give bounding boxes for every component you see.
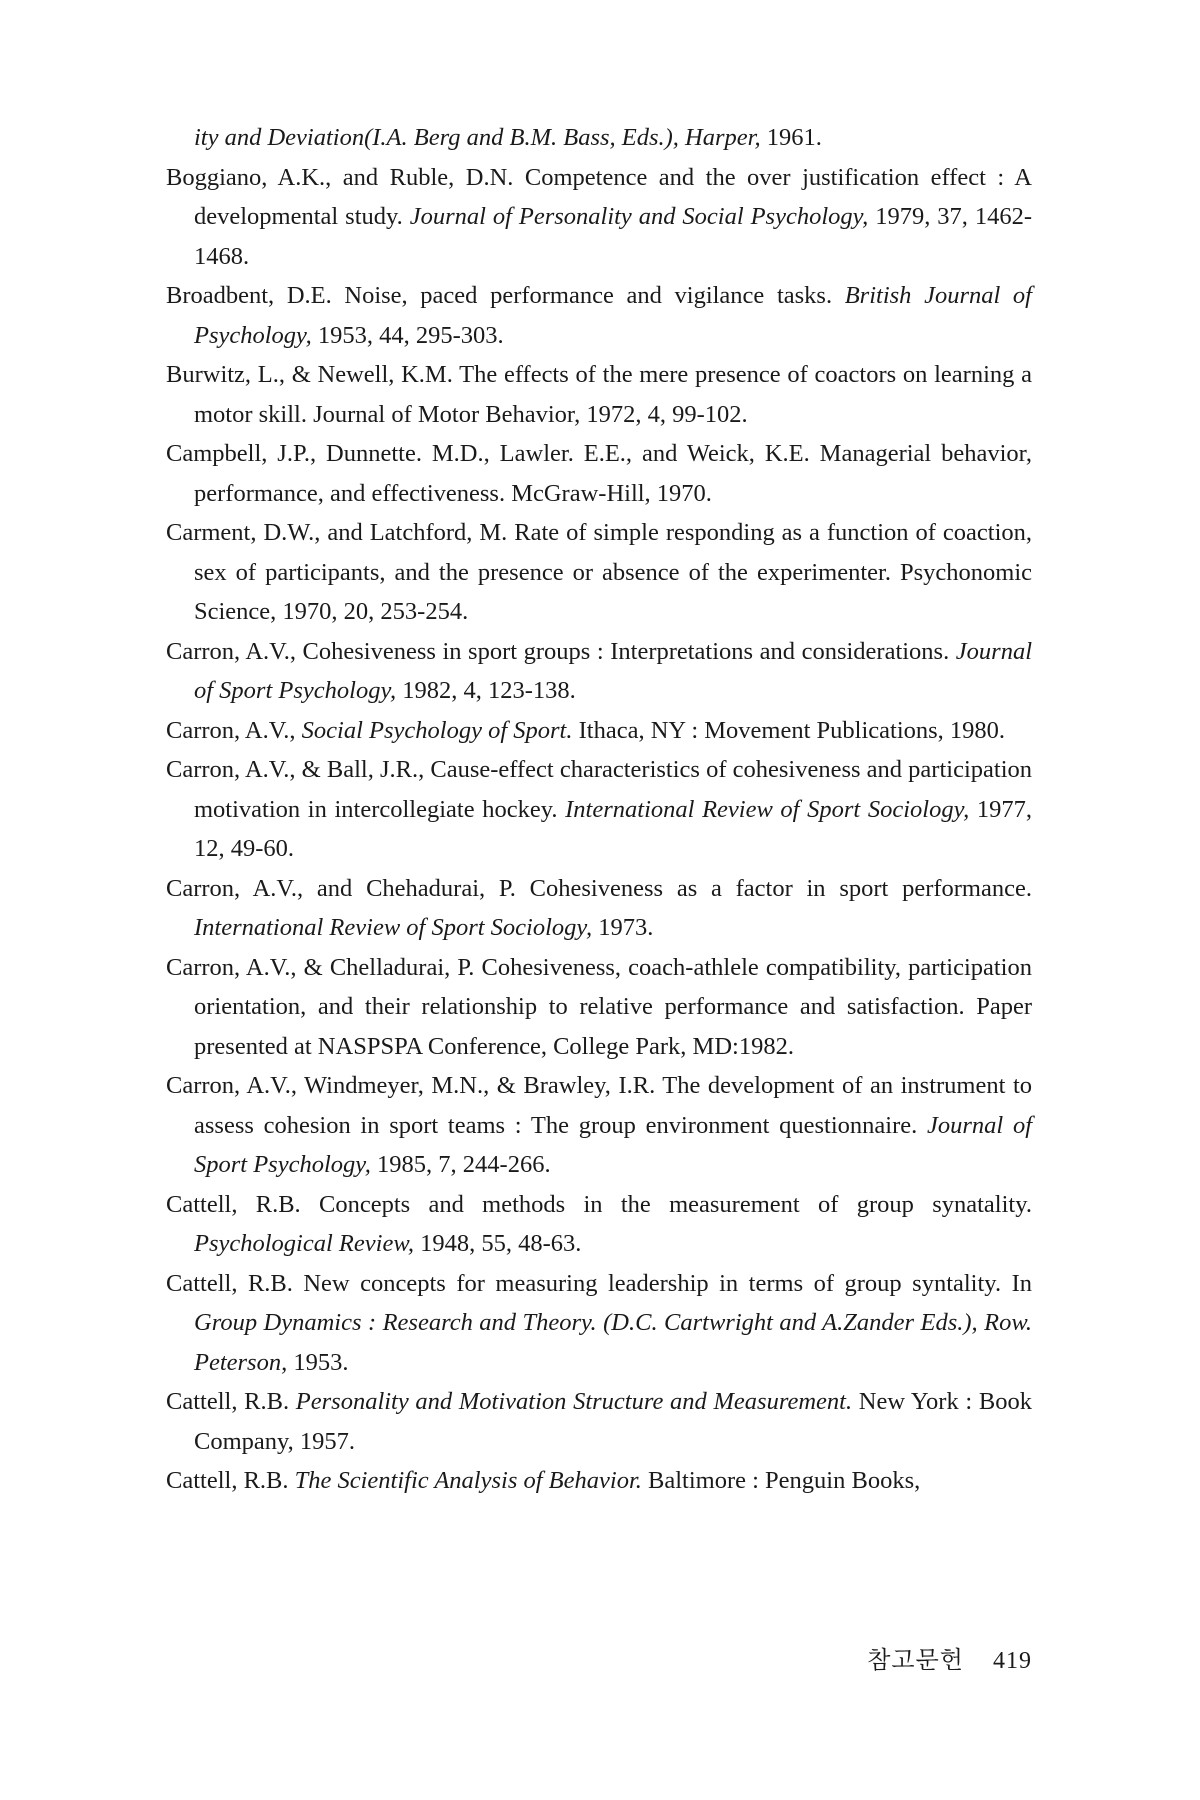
reference-text: 1948, 55, 48-63. bbox=[413, 1230, 582, 1257]
reference-text: Carron, A.V., bbox=[166, 716, 302, 744]
reference-text: Carron, A.V., & Ball, J.R., Cause-effect characteristics of cohesiveness and participation motivation in intercollegiate hockey. bbox=[166, 756, 1032, 823]
reference-text: Carron, A.V., and Chehadurai, P. Cohesiveness as a factor in sport performance. bbox=[166, 874, 1032, 902]
reference-text: 1977, 12, 49-60. bbox=[194, 795, 1032, 862]
reference-text: Carron, A.V., & Chelladurai, P. Cohesiveness, coach-athlele compatibility, participation orientation, and their relationship to relative performance and satisfaction. Paper presented at NASPSPA Conference, College Park, MD:1982. bbox=[166, 953, 1032, 1060]
reference-text: 1953, 44, 295-303. bbox=[311, 321, 504, 349]
reference-entry bbox=[166, 513, 1032, 632]
reference-entry bbox=[166, 948, 1032, 1067]
reference-text: Baltimore : Penguin Books, bbox=[641, 1467, 921, 1494]
page-footer bbox=[867, 1640, 1032, 1675]
reference-entry bbox=[166, 632, 1032, 711]
reference-text: 1985, 7, 244-266. bbox=[370, 1151, 551, 1178]
reference-entry bbox=[166, 869, 1032, 948]
reference-italic-text: Psychological Review, bbox=[194, 1230, 414, 1257]
reference-entry bbox=[166, 1066, 1032, 1185]
reference-text: Carment, D.W., and Latchford, M. Rate of simple responding as a function of coaction, sex of participants, and the presence or absence of the experimenter. Psychonomic Science, 1970, 20, 253-254. bbox=[166, 519, 1032, 625]
reference-text: Campbell, J.P., Dunnette. M.D., Lawler. E.E., and Weick, K.E. Managerial behavior, performance, and effectiveness. McGraw-Hill, 1970. bbox=[166, 440, 1032, 507]
reference-entry bbox=[166, 276, 1032, 355]
reference-italic-text: Social Psychology of Sport. bbox=[301, 716, 573, 744]
reference-text: 1953. bbox=[287, 1348, 349, 1376]
reference-italic-text: Group Dynamics : Research and Theory. (D.C. Cartwright and A.Zander Eds.), Row. Peterson, bbox=[194, 1309, 1032, 1376]
reference-text: Carron, A.V., Cohesiveness in sport groups : Interpretations and considerations. bbox=[166, 637, 956, 665]
reference-text: Ithaca, NY : Movement Publications, 1980. bbox=[572, 716, 1006, 744]
reference-italic-text: International Review of Sport Sociology, bbox=[194, 914, 593, 941]
reference-entry bbox=[166, 711, 1032, 751]
reference-text: 1961. bbox=[760, 124, 822, 151]
reference-italic-text: ity and Deviation(I.A. Berg and B.M. Bass, Eds.), Harper, bbox=[194, 124, 761, 151]
reference-entry bbox=[166, 355, 1032, 434]
reference-italic-text: Personality and Motivation Structure and Measurement. bbox=[295, 1388, 853, 1415]
reference-text: 1979, 37, 1462-1468. bbox=[194, 203, 1032, 270]
reference-text: Cattell, R.B. bbox=[166, 1388, 296, 1415]
reference-text: Cattell, R.B. New concepts for measuring leadership in terms of group syntality. In bbox=[166, 1269, 1032, 1297]
reference-text: Burwitz, L., & Newell, K.M. The effects of the mere presence of coactors on learning a motor skill. Journal of Motor Behavior, 1972, 4, 99-102. bbox=[166, 361, 1032, 428]
page-number: 419 bbox=[993, 1648, 1032, 1674]
reference-text: Broadbent, D.E. Noise, paced performance and vigilance tasks. bbox=[166, 282, 845, 309]
reference-entry bbox=[166, 1461, 1032, 1501]
reference-list bbox=[166, 118, 1032, 1501]
reference-italic-text: International Review of Sport Sociology, bbox=[565, 795, 970, 823]
reference-text: 1982, 4, 123-138. bbox=[396, 677, 576, 704]
footer-section-title: 참고문헌 bbox=[867, 1646, 964, 1674]
reference-text: Cattell, R.B. Concepts and methods in the measurement of group synatality. bbox=[166, 1190, 1032, 1218]
reference-text: 1973. bbox=[592, 914, 654, 941]
reference-entry bbox=[166, 750, 1032, 869]
reference-entry bbox=[166, 1185, 1032, 1264]
reference-italic-text: Journal of Sport Psychology, bbox=[194, 1111, 1032, 1178]
reference-entry bbox=[166, 1264, 1032, 1383]
reference-entry bbox=[166, 158, 1032, 277]
reference-italic-text: The Scientific Analysis of Behavior. bbox=[294, 1467, 642, 1494]
reference-text: Boggiano, A.K., and Ruble, D.N. Competence and the over justification effect : A developmental study. bbox=[166, 163, 1032, 230]
reference-entry bbox=[166, 434, 1032, 513]
reference-text: Carron, A.V., Windmeyer, M.N., & Brawley, I.R. The development of an instrument to assess cohesion in sport teams : The group environment questionnaire. bbox=[166, 1072, 1032, 1139]
reference-text: New York : Book Company, 1957. bbox=[194, 1388, 1033, 1455]
reference-text: Cattell, R.B. bbox=[166, 1467, 295, 1494]
reference-italic-text: British Journal of Psychology, bbox=[194, 282, 1032, 349]
reference-entry bbox=[166, 118, 1032, 158]
reference-italic-text: Journal of Personality and Social Psychology, bbox=[409, 203, 869, 230]
reference-entry bbox=[166, 1382, 1032, 1461]
reference-italic-text: Journal of Sport Psychology, bbox=[194, 637, 1032, 704]
